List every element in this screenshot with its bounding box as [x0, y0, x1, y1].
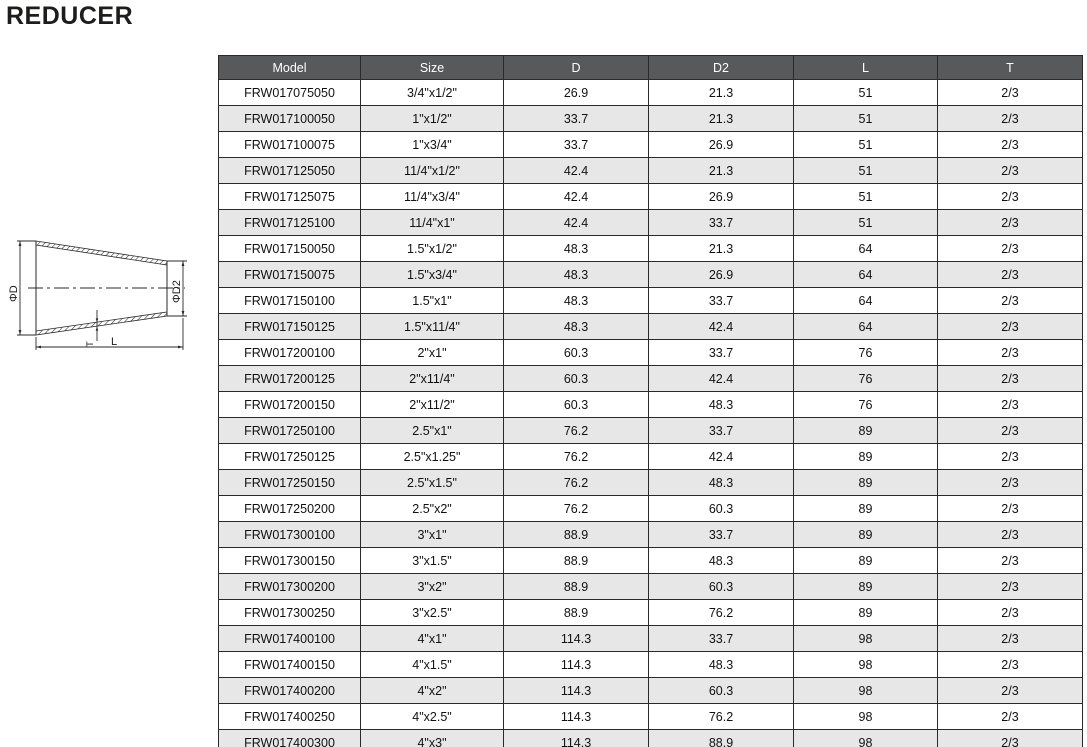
table-row: [219, 158, 1083, 184]
cell-l: 51: [794, 80, 938, 106]
cell-model: FRW017300150: [219, 548, 361, 574]
cell-model: FRW017400250: [219, 704, 361, 730]
cell-d: 48.3: [504, 236, 649, 262]
cell-model: FRW017400100: [219, 626, 361, 652]
cell-l: 51: [794, 106, 938, 132]
cell-size: 4"x1": [361, 626, 504, 652]
cell-model: FRW017400150: [219, 652, 361, 678]
cell-size: 1.5"x1/2": [361, 236, 504, 262]
cell-model: FRW017125100: [219, 210, 361, 236]
cell-size: 1.5"x1": [361, 288, 504, 314]
cell-d: 88.9: [504, 574, 649, 600]
cell-size: 1"x3/4": [361, 132, 504, 158]
cell-d: 60.3: [504, 340, 649, 366]
reducer-technical-drawing: [8, 223, 215, 373]
table-header-row: [219, 56, 1083, 80]
cell-d2: 26.9: [649, 184, 794, 210]
table-row: [219, 418, 1083, 444]
cell-d: 114.3: [504, 626, 649, 652]
cell-t: 2/3: [938, 626, 1083, 652]
table-row: [219, 626, 1083, 652]
cell-t: 2/3: [938, 340, 1083, 366]
table-row: [219, 704, 1083, 730]
cell-d2: 42.4: [649, 366, 794, 392]
cell-size: 3"x2": [361, 574, 504, 600]
cell-l: 89: [794, 600, 938, 626]
table-row: [219, 548, 1083, 574]
cell-model: FRW017400300: [219, 730, 361, 747]
cell-l: 89: [794, 444, 938, 470]
table-row: [219, 574, 1083, 600]
page-title: REDUCER: [6, 2, 134, 30]
cell-size: 2.5"x2": [361, 496, 504, 522]
cell-t: 2/3: [938, 106, 1083, 132]
cell-l: 98: [794, 652, 938, 678]
table-row: [219, 392, 1083, 418]
table-header: [219, 56, 1083, 80]
spec-table-container: [218, 55, 1083, 747]
table-row: [219, 314, 1083, 340]
cell-size: 1"x1/2": [361, 106, 504, 132]
cell-l: 76: [794, 366, 938, 392]
cell-l: 89: [794, 548, 938, 574]
table-row: [219, 496, 1083, 522]
cell-d: 76.2: [504, 470, 649, 496]
table-row: [219, 288, 1083, 314]
cell-d: 48.3: [504, 288, 649, 314]
cell-d2: 33.7: [649, 210, 794, 236]
cell-d2: 88.9: [649, 730, 794, 747]
cell-model: FRW017100075: [219, 132, 361, 158]
dimension-D-label: ΦD: [8, 285, 20, 302]
cell-l: 64: [794, 314, 938, 340]
cell-d: 48.3: [504, 262, 649, 288]
cell-size: 1.5"x11/4": [361, 314, 504, 340]
table-row: [219, 522, 1083, 548]
cell-t: 2/3: [938, 288, 1083, 314]
cell-size: 2"x11/4": [361, 366, 504, 392]
table-row: [219, 184, 1083, 210]
cell-l: 98: [794, 678, 938, 704]
cell-d2: 48.3: [649, 548, 794, 574]
cell-d: 76.2: [504, 496, 649, 522]
cell-d2: 42.4: [649, 314, 794, 340]
cell-model: FRW017250100: [219, 418, 361, 444]
cell-d2: 33.7: [649, 418, 794, 444]
column-header-d2: D2: [649, 56, 794, 80]
cell-t: 2/3: [938, 262, 1083, 288]
cell-size: 3"x2.5": [361, 600, 504, 626]
cell-d2: 48.3: [649, 392, 794, 418]
cell-d2: 33.7: [649, 522, 794, 548]
cell-l: 64: [794, 288, 938, 314]
cell-l: 51: [794, 132, 938, 158]
cell-l: 98: [794, 704, 938, 730]
cell-t: 2/3: [938, 652, 1083, 678]
cell-d: 48.3: [504, 314, 649, 340]
cell-t: 2/3: [938, 392, 1083, 418]
cell-l: 98: [794, 730, 938, 747]
cell-size: 2.5"x1.5": [361, 470, 504, 496]
cell-model: FRW017300250: [219, 600, 361, 626]
cell-model: FRW017100050: [219, 106, 361, 132]
cell-d: 42.4: [504, 158, 649, 184]
cell-t: 2/3: [938, 496, 1083, 522]
cell-model: FRW017300100: [219, 522, 361, 548]
cell-l: 51: [794, 184, 938, 210]
cell-d2: 26.9: [649, 262, 794, 288]
cell-d2: 48.3: [649, 652, 794, 678]
cell-t: 2/3: [938, 522, 1083, 548]
table-row: [219, 132, 1083, 158]
table-body: [219, 80, 1083, 747]
cell-model: FRW017250125: [219, 444, 361, 470]
cell-d2: 76.2: [649, 704, 794, 730]
cell-size: 2"x11/2": [361, 392, 504, 418]
dimension-T-label: T: [85, 341, 96, 347]
cell-model: FRW017400200: [219, 678, 361, 704]
cell-d2: 48.3: [649, 470, 794, 496]
cell-t: 2/3: [938, 548, 1083, 574]
cell-t: 2/3: [938, 678, 1083, 704]
cell-d: 42.4: [504, 184, 649, 210]
column-header-t: T: [938, 56, 1083, 80]
cell-d: 42.4: [504, 210, 649, 236]
cell-t: 2/3: [938, 470, 1083, 496]
table-row: [219, 678, 1083, 704]
cell-t: 2/3: [938, 444, 1083, 470]
cell-size: 3"x1": [361, 522, 504, 548]
cell-d: 76.2: [504, 444, 649, 470]
cell-model: FRW017200125: [219, 366, 361, 392]
table-row: [219, 470, 1083, 496]
table-row: [219, 106, 1083, 132]
column-header-d: D: [504, 56, 649, 80]
cell-size: 4"x1.5": [361, 652, 504, 678]
cell-t: 2/3: [938, 314, 1083, 340]
cell-d2: 60.3: [649, 574, 794, 600]
cell-d: 33.7: [504, 106, 649, 132]
cell-model: FRW017250150: [219, 470, 361, 496]
cell-l: 89: [794, 418, 938, 444]
cell-d2: 21.3: [649, 80, 794, 106]
table-row: [219, 210, 1083, 236]
cell-model: FRW017150075: [219, 262, 361, 288]
cell-d2: 33.7: [649, 288, 794, 314]
cell-d2: 76.2: [649, 600, 794, 626]
cell-t: 2/3: [938, 366, 1083, 392]
cell-t: 2/3: [938, 236, 1083, 262]
table-row: [219, 340, 1083, 366]
cell-model: FRW017150050: [219, 236, 361, 262]
cell-t: 2/3: [938, 418, 1083, 444]
cell-t: 2/3: [938, 600, 1083, 626]
cell-model: FRW017200150: [219, 392, 361, 418]
cell-t: 2/3: [938, 80, 1083, 106]
cell-d2: 33.7: [649, 626, 794, 652]
column-header-l: L: [794, 56, 938, 80]
table-row: [219, 366, 1083, 392]
cell-l: 51: [794, 210, 938, 236]
cell-d2: 33.7: [649, 340, 794, 366]
cell-size: 4"x2": [361, 678, 504, 704]
cell-d2: 21.3: [649, 158, 794, 184]
cell-l: 64: [794, 262, 938, 288]
cell-t: 2/3: [938, 210, 1083, 236]
cell-model: FRW017150125: [219, 314, 361, 340]
cell-model: FRW017125050: [219, 158, 361, 184]
cell-t: 2/3: [938, 574, 1083, 600]
table-row: [219, 236, 1083, 262]
cell-d: 26.9: [504, 80, 649, 106]
table-row: [219, 730, 1083, 747]
cell-model: FRW017200100: [219, 340, 361, 366]
cell-size: 2.5"x1.25": [361, 444, 504, 470]
cell-d2: 21.3: [649, 106, 794, 132]
cell-d: 60.3: [504, 366, 649, 392]
cell-t: 2/3: [938, 132, 1083, 158]
cell-size: 11/4"x1": [361, 210, 504, 236]
cell-model: FRW017250200: [219, 496, 361, 522]
cell-l: 64: [794, 236, 938, 262]
cell-l: 76: [794, 392, 938, 418]
column-header-size: Size: [361, 56, 504, 80]
table-row: [219, 652, 1083, 678]
cell-d: 114.3: [504, 704, 649, 730]
cell-l: 76: [794, 340, 938, 366]
cell-d: 88.9: [504, 600, 649, 626]
cell-d: 76.2: [504, 418, 649, 444]
cell-model: FRW017125075: [219, 184, 361, 210]
cell-t: 2/3: [938, 158, 1083, 184]
table-row: [219, 262, 1083, 288]
dimension-L-label: L: [111, 336, 118, 348]
cell-size: 3/4"x1/2": [361, 80, 504, 106]
cell-d: 88.9: [504, 548, 649, 574]
cell-size: 4"x3": [361, 730, 504, 747]
cell-d2: 60.3: [649, 496, 794, 522]
cell-l: 51: [794, 158, 938, 184]
cell-d2: 21.3: [649, 236, 794, 262]
cell-t: 2/3: [938, 704, 1083, 730]
cell-l: 89: [794, 470, 938, 496]
cell-size: 11/4"x1/2": [361, 158, 504, 184]
cell-size: 3"x1.5": [361, 548, 504, 574]
cell-t: 2/3: [938, 184, 1083, 210]
cell-model: FRW017150100: [219, 288, 361, 314]
cell-d: 60.3: [504, 392, 649, 418]
cell-l: 98: [794, 626, 938, 652]
dimension-D2-label: ΦD2: [171, 280, 183, 303]
cell-size: 1.5"x3/4": [361, 262, 504, 288]
cell-d: 114.3: [504, 730, 649, 747]
cell-size: 2.5"x1": [361, 418, 504, 444]
cell-d: 88.9: [504, 522, 649, 548]
cell-model: FRW017300200: [219, 574, 361, 600]
column-header-model: Model: [219, 56, 361, 80]
cell-model: FRW017075050: [219, 80, 361, 106]
table-row: [219, 80, 1083, 106]
cell-d2: 60.3: [649, 678, 794, 704]
reducer-spec-table: [218, 55, 1083, 747]
cell-d2: 26.9: [649, 132, 794, 158]
cell-size: 2"x1": [361, 340, 504, 366]
cell-d: 114.3: [504, 678, 649, 704]
cell-d: 114.3: [504, 652, 649, 678]
cell-size: 11/4"x3/4": [361, 184, 504, 210]
cell-d: 33.7: [504, 132, 649, 158]
cell-d2: 42.4: [649, 444, 794, 470]
table-row: [219, 600, 1083, 626]
cell-l: 89: [794, 496, 938, 522]
table-row: [219, 444, 1083, 470]
cell-l: 89: [794, 574, 938, 600]
cell-size: 4"x2.5": [361, 704, 504, 730]
cell-t: 2/3: [938, 730, 1083, 747]
cell-l: 89: [794, 522, 938, 548]
